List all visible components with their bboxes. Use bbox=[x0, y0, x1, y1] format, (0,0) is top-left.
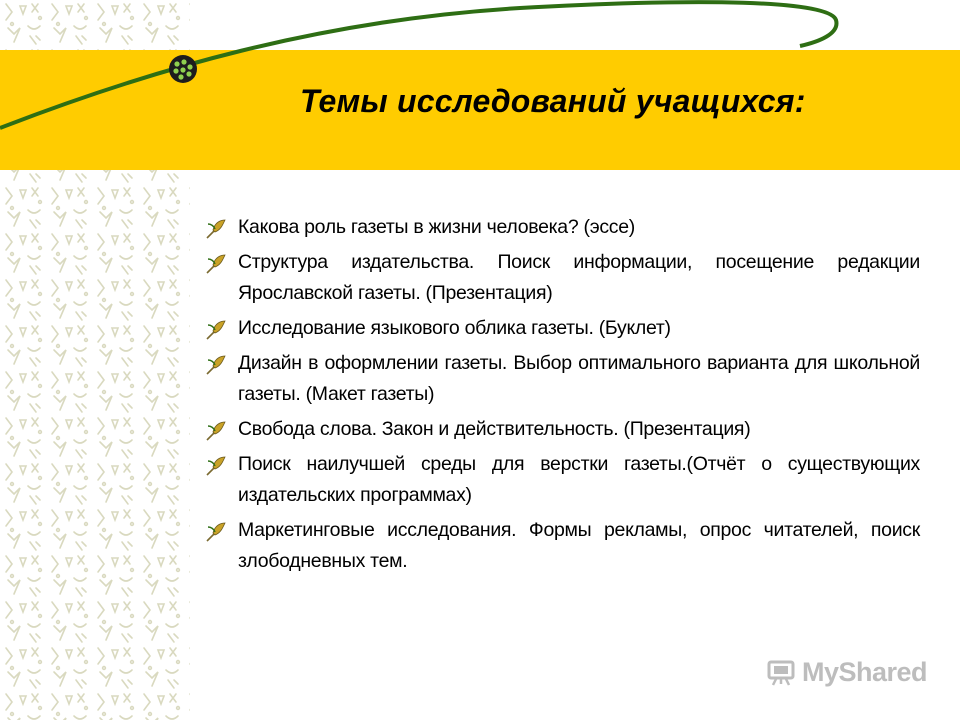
quill-bullet-icon bbox=[205, 455, 227, 477]
bullet-item bbox=[205, 414, 920, 445]
bullet-item bbox=[205, 247, 920, 309]
bullet-text: Маркетинговые исследования. Формы рекламы, опрос читателей, поиск злободневных тем. bbox=[238, 519, 920, 572]
presentation-board-icon bbox=[766, 657, 796, 687]
quill-bullet-icon bbox=[205, 420, 227, 442]
bullet-item bbox=[205, 348, 920, 410]
quill-bullet-icon bbox=[205, 521, 227, 543]
bullet-list bbox=[205, 212, 920, 581]
quill-bullet-icon bbox=[205, 253, 227, 275]
watermark-text: MyShared bbox=[802, 656, 928, 687]
arc-node-icon bbox=[169, 55, 197, 83]
quill-bullet-icon bbox=[205, 218, 227, 240]
bullet-item bbox=[205, 449, 920, 511]
quill-bullet-icon bbox=[205, 354, 227, 376]
bullet-text: Дизайн в оформлении газеты. Выбор оптимального варианта для школьной газеты. (Макет газеты) bbox=[238, 352, 920, 405]
bullet-item bbox=[205, 212, 920, 243]
slide-title: Темы исследований учащихся: bbox=[300, 83, 806, 119]
bullet-item bbox=[205, 515, 920, 577]
bullet-item bbox=[205, 313, 920, 344]
bullet-text: Свобода слова. Закон и действительность. (Презентация) bbox=[238, 418, 751, 440]
bullet-text: Какова роль газеты в жизни человека? (эссе) bbox=[238, 216, 635, 238]
bullet-text: Поиск наилучшей среды для верстки газеты.(Отчёт о существующих издательских программах) bbox=[238, 453, 920, 506]
bullet-text: Исследование языкового облика газеты. (Буклет) bbox=[238, 317, 671, 339]
quill-bullet-icon bbox=[205, 319, 227, 341]
watermark bbox=[766, 652, 927, 692]
bullet-text: Структура издательства. Поиск информации, посещение редакции Ярославской газеты. (Презентация) bbox=[238, 251, 920, 304]
